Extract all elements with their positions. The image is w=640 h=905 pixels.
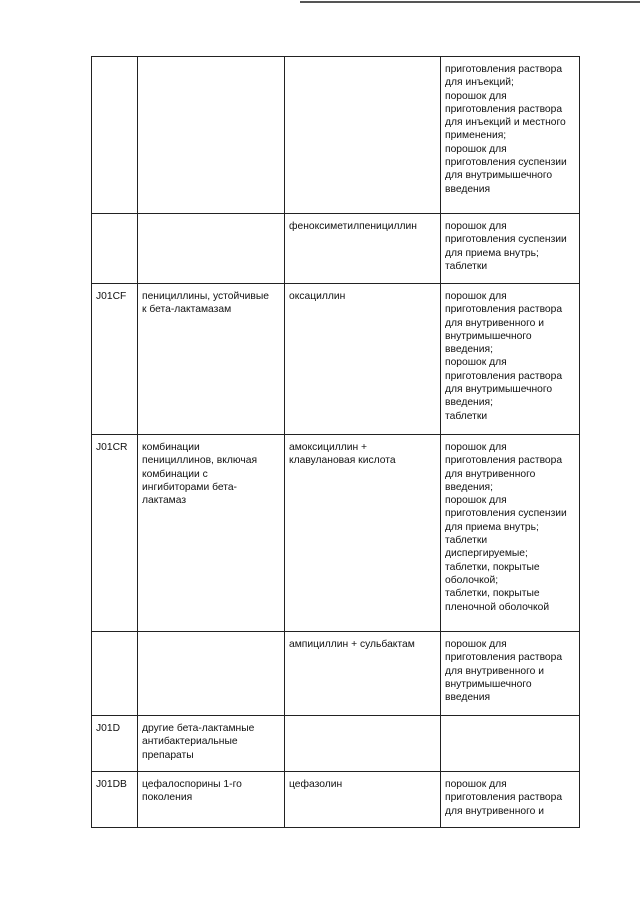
- group-name-cell: [138, 632, 285, 716]
- group-name-cell: другие бета-лактамные антибактериальные препараты: [138, 716, 285, 772]
- table-row: [92, 57, 580, 214]
- drug-name-cell: цефазолин: [285, 772, 441, 828]
- dosage-forms-cell: порошок для приготовления раствора для внутривенного и внутримышечного введения; порошок для приготовления раствора для внутримышечного введения; таблетки: [441, 284, 580, 435]
- table-row: [92, 772, 580, 828]
- atc-code-cell: J01CR: [92, 435, 138, 632]
- group-name-cell: комбинации пенициллинов, включая комбинации с ингибиторами бета- лактамаз: [138, 435, 285, 632]
- group-name-cell: [138, 57, 285, 214]
- atc-code-cell: [92, 214, 138, 284]
- dosage-forms-cell: приготовления раствора для инъекций; порошок для приготовления раствора для инъекций и местного применения; порошок для приготовления суспензии для внутримышечного введения: [441, 57, 580, 214]
- table-row: [92, 284, 580, 435]
- atc-code-cell: [92, 632, 138, 716]
- atc-code-cell: [92, 57, 138, 214]
- scan-top-border: [300, 1, 640, 3]
- drug-name-cell: феноксиметилпенициллин: [285, 214, 441, 284]
- table-row: [92, 435, 580, 632]
- atc-code-cell: J01CF: [92, 284, 138, 435]
- dosage-forms-cell: порошок для приготовления раствора для внутривенного введения; порошок для приготовления суспензии для приема внутрь; таблетки диспергируемые; таблетки, покрытые оболочкой; таблетки, покрытые пленочной оболочкой: [441, 435, 580, 632]
- atc-code-cell: J01DB: [92, 772, 138, 828]
- group-name-cell: [138, 214, 285, 284]
- group-name-cell: пенициллины, устойчивые к бета-лактамазам: [138, 284, 285, 435]
- drug-name-cell: амоксициллин + клавулановая кислота: [285, 435, 441, 632]
- dosage-forms-cell: порошок для приготовления раствора для внутривенного и внутримышечного введения: [441, 632, 580, 716]
- group-name-cell: цефалоспорины 1-го поколения: [138, 772, 285, 828]
- dosage-forms-cell: порошок для приготовления суспензии для приема внутрь; таблетки: [441, 214, 580, 284]
- drug-name-cell: ампициллин + сульбактам: [285, 632, 441, 716]
- table-row: [92, 214, 580, 284]
- drug-table: [91, 56, 580, 828]
- drug-name-cell: оксациллин: [285, 284, 441, 435]
- dosage-forms-cell: [441, 716, 580, 772]
- dosage-forms-cell: порошок для приготовления раствора для внутривенного и: [441, 772, 580, 828]
- table-row: [92, 716, 580, 772]
- atc-code-cell: J01D: [92, 716, 138, 772]
- table-row: [92, 632, 580, 716]
- drug-name-cell: [285, 716, 441, 772]
- drug-name-cell: [285, 57, 441, 214]
